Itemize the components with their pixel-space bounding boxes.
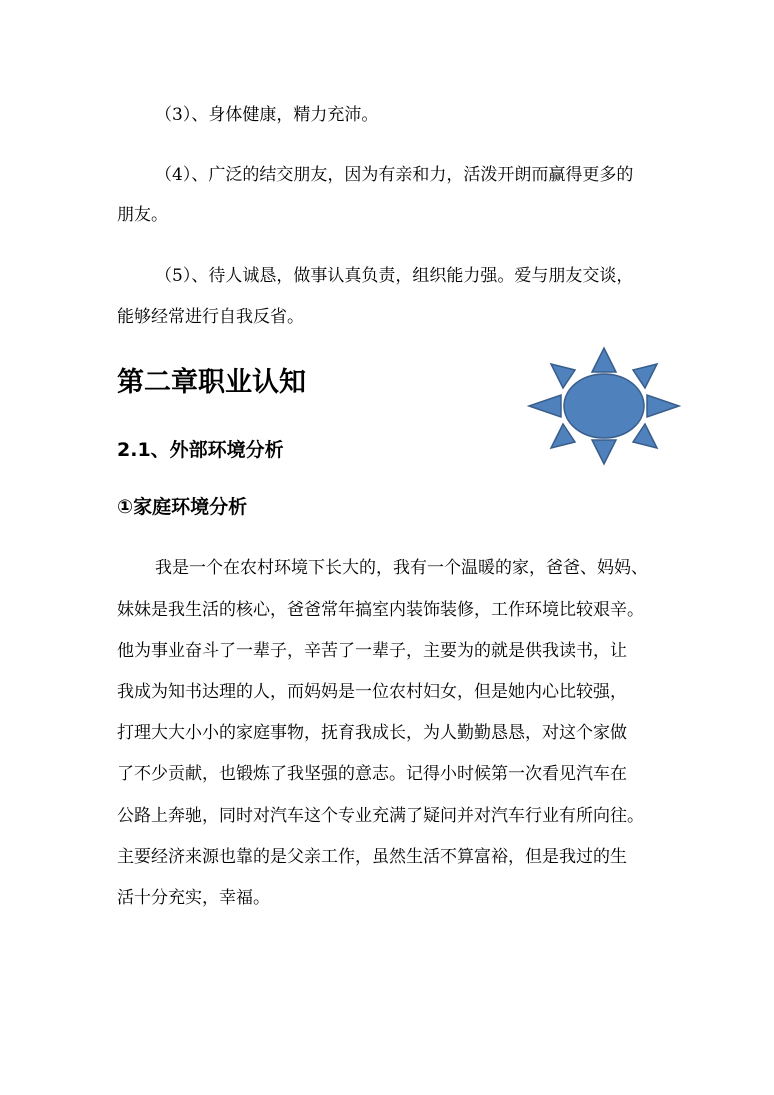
sun-ray-top — [592, 348, 616, 372]
body-line-9: 活十分充实，幸福。 — [117, 888, 270, 908]
sun-ray-top-left — [551, 364, 575, 388]
section-title: 2.1、外部环境分析 — [117, 439, 284, 461]
body-line-2: 妹妹是我生活的核心，爸爸常年搞室内装饰装修，工作环境比较艰辛。 — [117, 600, 644, 620]
sun-ray-bottom — [592, 440, 616, 464]
sun-disc — [564, 374, 644, 438]
sun-ray-right — [647, 395, 679, 417]
list-item-5-line-2: 能够经常进行自我反省。 — [117, 307, 304, 327]
subsection-title: ①家庭环境分析 — [117, 496, 248, 518]
sun-icon — [527, 346, 681, 466]
body-line-3: 他为事业奋斗了一辈子，辛苦了一辈子，主要为的就是供我读书，让 — [117, 641, 627, 661]
list-item-4-line-1: （4）、广泛的结交朋友，因为有亲和力，活泼开朗而赢得更多的 — [155, 165, 634, 185]
chapter-title: 第二章职业认知 — [117, 367, 306, 398]
list-item-4-line-2: 朋友。 — [117, 205, 168, 225]
body-line-7: 公路上奔驰，同时对汽车这个专业充满了疑问并对汽车行业有所向往。 — [117, 806, 644, 826]
sun-ray-left — [529, 395, 561, 417]
sun-ray-bottom-left — [551, 424, 575, 448]
body-line-8: 主要经济来源也靠的是父亲工作，虽然生活不算富裕，但是我过的生 — [117, 847, 627, 867]
list-item-3: （3）、身体健康，精力充沛。 — [155, 105, 379, 125]
sun-ray-top-right — [633, 364, 657, 388]
list-item-5-line-1: （5）、待人诚恳，做事认真负责，组织能力强。爱与朋友交谈， — [155, 266, 634, 286]
body-line-6: 了不少贡献，也锻炼了我坚强的意志。记得小时候第一次看见汽车在 — [117, 764, 627, 784]
sun-ray-bottom-right — [633, 424, 657, 448]
body-line-1: 我是一个在农村环境下长大的，我有一个温暖的家，爸爸、妈妈、 — [155, 558, 648, 578]
body-line-4: 我成为知书达理的人，而妈妈是一位农村妇女，但是她内心比较强， — [117, 682, 627, 702]
body-line-5: 打理大大小小的家庭事物，抚育我成长，为人勤勤恳恳，对这个家做 — [117, 723, 627, 743]
